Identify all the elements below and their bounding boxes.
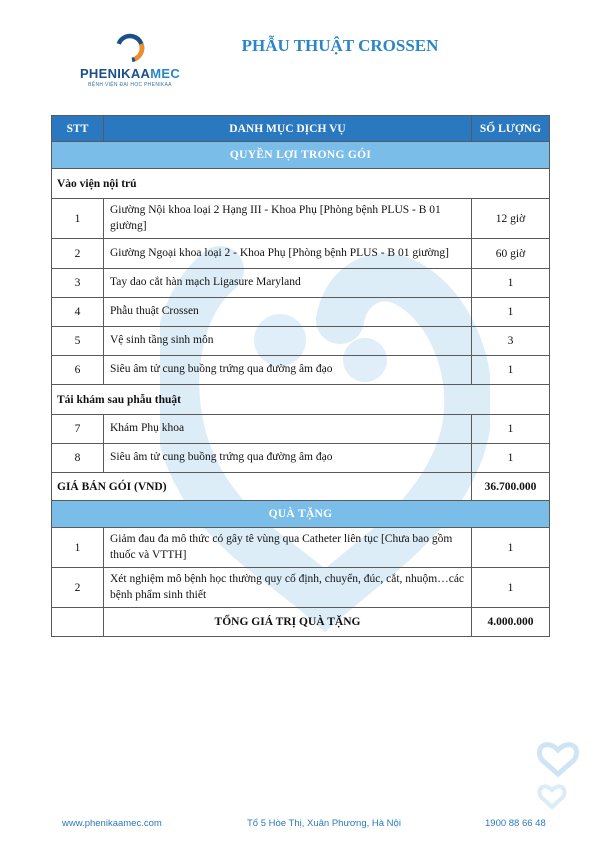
table-row [52,356,550,385]
brand-logo [60,32,200,102]
gifts-band-row [52,501,550,528]
header-qty: SỐ LƯỢNG [472,116,550,142]
gift-total-value: 4.000.000 [472,608,550,637]
header-stt: STT [52,116,104,142]
row-stt: 6 [52,356,104,385]
row-qty: 12 giờ [472,199,550,239]
row-qty: 1 [472,415,550,444]
footer-address: Tổ 5 Hòe Thị, Xuân Phương, Hà Nội [247,818,401,829]
row-stt: 4 [52,298,104,327]
row-desc: Siêu âm tử cung buồng trứng qua đường âm đạo [104,356,472,385]
row-desc: Phẫu thuật Crossen [104,298,472,327]
table-row [52,298,550,327]
header-service: DANH MỤC DỊCH VỤ [104,116,472,142]
page-footer [0,818,602,834]
row-desc: Khám Phụ khoa [104,415,472,444]
row-qty: 1 [472,444,550,473]
table-row [52,415,550,444]
table-row [52,568,550,608]
row-stt: 2 [52,239,104,269]
service-package-table [51,115,550,637]
section-inpatient: Vào viện nội trú [52,169,550,199]
row-qty: 1 [472,568,550,608]
brand-subtitle: BỆNH VIỆN ĐẠI HỌC PHENIKAA [88,82,172,88]
row-qty: 1 [472,298,550,327]
row-qty: 1 [472,269,550,298]
table-row [52,444,550,473]
hearts-decoration-icon [528,720,588,820]
table-row [52,269,550,298]
row-stt: 2 [52,568,104,608]
footer-website: www.phenikaamec.com [62,818,162,829]
table-row [52,528,550,568]
row-qty: 60 giờ [472,239,550,269]
phenikaa-logo-icon [113,32,147,64]
row-stt: 7 [52,415,104,444]
table-row [52,327,550,356]
row-qty: 1 [472,356,550,385]
gifts-band: QUÀ TẶNG [52,501,550,528]
section-row-inpatient [52,169,550,199]
row-qty: 3 [472,327,550,356]
row-desc: Giường Nội khoa loại 2 Hạng III - Khoa Phụ [Phòng bệnh PLUS - B 01 giường] [104,199,472,239]
row-desc: Tay dao cắt hàn mạch Ligasure Maryland [104,269,472,298]
row-stt: 8 [52,444,104,473]
package-price-row [52,473,550,501]
section-row-followup [52,385,550,415]
row-desc: Giảm đau đa mô thức có gây tê vùng qua Catheter liên tục [Chưa bao gồm thuốc và VTTH] [104,528,472,568]
package-price-value: 36.700.000 [472,473,550,501]
row-desc: Siêu âm tử cung buồng trứng qua đường âm đạo [104,444,472,473]
row-qty: 1 [472,528,550,568]
table-row [52,199,550,239]
brand-name: PHENIKAAMEC [79,66,181,81]
row-stt: 3 [52,269,104,298]
benefits-band-row [52,142,550,169]
package-price-label: GIÁ BÁN GÓI (VND) [52,473,472,501]
row-stt: 5 [52,327,104,356]
footer-phone: 1900 88 66 48 [485,818,546,829]
row-desc: Giường Ngoại khoa loại 2 - Khoa Phụ [Phòng bệnh PLUS - B 01 giường] [104,239,472,269]
page-title: PHẪU THUẬT CROSSEN [241,36,439,55]
section-followup: Tái khám sau phẫu thuật [52,385,550,415]
row-desc: Xét nghiệm mô bệnh học thường quy cố định, chuyển, đúc, cắt, nhuộm…các bệnh phẩm sinh thiết [104,568,472,608]
gift-total-empty [52,608,104,637]
benefits-band: QUYỀN LỢI TRONG GÓI [52,142,550,169]
row-desc: Vệ sinh tầng sinh môn [104,327,472,356]
gift-total-label: TỔNG GIÁ TRỊ QUÀ TẶNG [104,608,472,637]
row-stt: 1 [52,528,104,568]
gift-total-row [52,608,550,637]
row-stt: 1 [52,199,104,239]
table-header-row [52,116,550,142]
table-row [52,239,550,269]
